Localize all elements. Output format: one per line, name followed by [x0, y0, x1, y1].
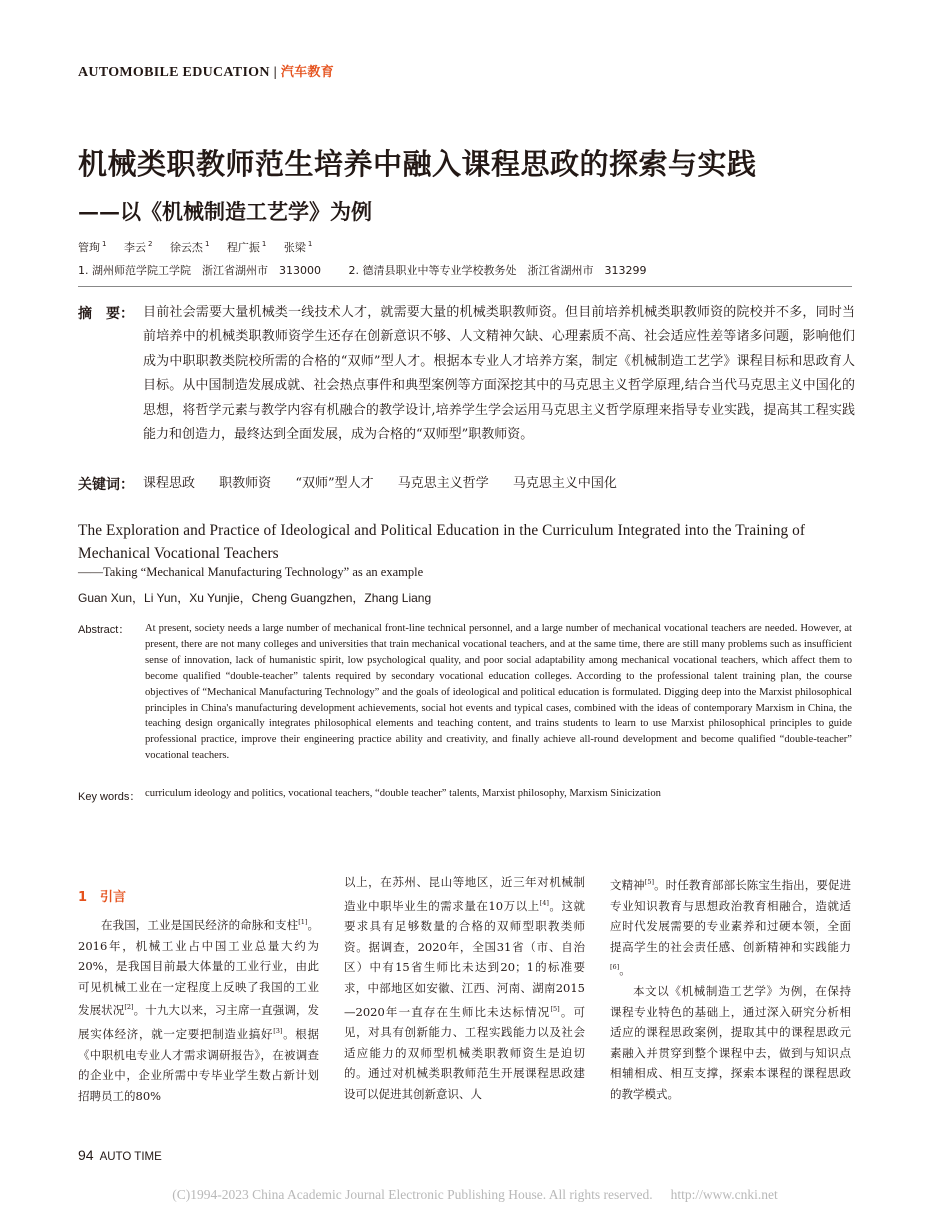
- abstract-text: 目前社会需要大量机械类一线技术人才，就需要大量的机械类职教师资。但目前培养机械类职教师资的院校并不多，同时当前培养中的机械类职教师资学生还存在创新意识不够、人文精神欠缺、心理素质不高、社会适应性差等诸多问题，影响他们成为中职职教类院校所需的合格的“双师”型人才。根据本专业人才培养方案，制定《机械制造工艺学》课程目标和思政育人目标。从中国制造发展成就、社会热点事件和典型案例等方面深挖其中的马克思主义哲学原理,结合当代马克思主义中国化的思想，将哲学元素与教学内容有机融合的教学设计,培养学生学会运用马克思主义哲学原理来指导专业实践，提高其工程实践能力和创造力，最终达到全面发展，成为合格的“双师型”职教师资。: [143, 305, 855, 443]
- author-name: 李云: [123, 241, 146, 254]
- author-list: [78, 239, 326, 255]
- citation-ref[interactable]: [5]: [644, 878, 654, 886]
- header-separator: |: [273, 65, 277, 80]
- text-run: 。可见，对具有创新能力、工程实践能力以及社会适应能力的双师型机械类职教师资生是迫切的。通过对机械类职教师范生开展课程思政建设可以促进其创新意识、人: [344, 1004, 586, 1101]
- journal-header: [78, 61, 334, 81]
- article-title: 机械类职教师范生培养中融入课程思政的探索与实践: [78, 147, 757, 181]
- author-affiliation-mark: 1: [261, 240, 267, 248]
- footer-section-name: AUTO TIME: [99, 1151, 162, 1163]
- page-number: 94: [78, 1147, 94, 1163]
- affiliation-list: [78, 262, 670, 278]
- text-run: 。这就要求具有足够数量的合格的双师型职教类师资。据调查，2020年，全国31省（市、自治区）中有15省生师比未达到20；1的标准要求，中部地区如安徽、江西、河南、湖南2015—2020年一直存在生师比未达标情况: [344, 898, 585, 1019]
- copyright-url[interactable]: http://www.cnki.net: [670, 1187, 778, 1202]
- keyword: “双师”型人才: [295, 476, 374, 491]
- author: [124, 241, 152, 254]
- english-abstract-label: Abstract：: [78, 624, 130, 636]
- author-name: 程广振: [226, 241, 260, 254]
- keyword: 马克思主义中国化: [512, 476, 617, 491]
- keyword: 课程思政: [143, 476, 196, 491]
- page-footer: [78, 1147, 162, 1163]
- citation-ref[interactable]: [3]: [273, 1026, 283, 1035]
- text-run: 以上，在苏州、昆山等地区，近三年对机械制造业中职毕业生的需求量在10万以上: [344, 875, 585, 913]
- copyright-watermark: [0, 1187, 950, 1203]
- english-abstract-text: At present, society needs a large number of mechanical front-line technical personnel, and a large number of mechanical vocational teachers are needed. However, at present, there are not many colleges and universities that train mechanical vocational teachers, and at the same time, there are still many problems such as insufficient sense of innovation, lack of humanistic spirit, low psychological quality, and poor social adaptability among mechanical vocational teachers, which affect them to become qualified “double-teacher” talents required by secondary vocational education colleges. According to the professional talent training plan, the course objectives of “Mechanical Manufacturing Technology” and the goals of ideological and political education is formulated. Digging deep into the Marxist philosophical principles in China's manufacturing development achievements, social hot events and typical cases, combined with the ideas of contemporary Marxism in China, the teaching design organically integrates philosophical elements and teaching content, and trains students to learn to use Marxist philosophical principles to guide professional practice, improve their engineering practice ability and creativity, and finally achieve all-round development and become qualified “double-teacher” vocational teachers.: [145, 623, 852, 762]
- affiliation: 2. 德清县职业中等专业学校教务处 浙江省湖州市 313299: [348, 264, 647, 277]
- author-affiliation-mark: 1: [102, 240, 107, 248]
- citation-ref[interactable]: [4]: [539, 898, 549, 907]
- keywords-list: [143, 472, 637, 496]
- author: [78, 241, 106, 254]
- copyright-text: (C)1994-2023 China Academic Journal Electronic Publishing House. All rights reserved.: [172, 1187, 653, 1202]
- paragraph: [610, 872, 851, 981]
- author-affiliation-mark: 1: [307, 240, 313, 248]
- citation-ref[interactable]: [2]: [124, 1003, 134, 1012]
- text-run: 在我国，工业是国民经济的命脉和支柱: [101, 918, 299, 932]
- journal-name-en: AUTOMOBILE EDUCATION: [78, 65, 270, 80]
- citation-ref[interactable]: [5]: [550, 1004, 560, 1013]
- affiliation: 1. 湖州师范学院工学院 浙江省湖州市 313000: [78, 264, 321, 277]
- journal-name-cn: 汽车教育: [280, 65, 335, 80]
- english-author-list: Guan Xun，Li Yun，Xu Yunjie，Cheng Guangzhen，Zhang Liang: [78, 591, 432, 605]
- keyword: 马克思主义哲学: [397, 476, 489, 491]
- section-heading: 1 引言: [78, 890, 127, 905]
- text-run: 。: [619, 963, 631, 978]
- author: [227, 241, 266, 254]
- author: [284, 241, 312, 254]
- author-name: 徐云杰: [169, 241, 203, 254]
- author: [170, 241, 209, 254]
- divider: [78, 286, 852, 287]
- text-run: 文精神: [610, 878, 645, 892]
- text-run: 。时任教育部部长陈宝生指出，要促进专业知识教育与思想政治教育相融合，造就适应时代发展需要的专业素养和过硬本领，全面提高学生的社会责任感、创新精神和实践能力: [610, 878, 852, 954]
- text-run: 。十九大以来，习主席一直强调，发展实体经济，就一定要把制造业搞好: [78, 1003, 320, 1041]
- english-subtitle: ——Taking “Mechanical Manufacturing Technology” as an example: [78, 565, 424, 579]
- english-keywords-text: curriculum ideology and politics, vocational teachers, “double teacher” talents, Marxist philosophy, Marxism Sinicization: [145, 788, 661, 799]
- paragraph: [344, 872, 585, 1105]
- author-affiliation-mark: 2: [147, 240, 153, 248]
- body-column-1: [78, 912, 319, 1106]
- keyword: 职教师资: [219, 476, 272, 491]
- author-name: 张梁: [283, 241, 306, 254]
- paragraph: 本文以《机械制造工艺学》为例，在保持课程专业特色的基础上，通过深入研究分析相适应的课程思政案例，提取其中的课程思政元素融入并贯穿到整个课程中去，做到与知识点相辅相成、相互支撑，探索本课程的课程思政的教学模式。: [610, 983, 851, 1101]
- keywords-label: 关键词：: [78, 477, 134, 493]
- paragraph: [78, 912, 319, 1106]
- abstract-label: 摘 要：: [78, 306, 134, 322]
- citation-ref[interactable]: [1]: [298, 918, 308, 926]
- citation-ref[interactable]: [6]: [610, 963, 620, 972]
- english-keywords-label: Key words：: [78, 791, 141, 803]
- english-title: The Exploration and Practice of Ideological and Political Education in the Curriculum Integrated into the Training of Mechanical Vocational Teachers: [78, 522, 806, 562]
- author-affiliation-mark: 1: [204, 240, 210, 248]
- author-name: 管珣: [78, 241, 100, 254]
- article-subtitle: ——以《机械制造工艺学》为例: [78, 199, 372, 224]
- text-run: 。根据《中职机电专业人才需求调研报告》，在被调查的企业中，企业所需中专毕业学生数占新计划招聘员工的80%: [78, 1026, 320, 1103]
- text-run: 。2016年，机械工业占中国工业总量大约为20%，是我国目前最大体量的工业行业，由此可见机械工业在一定程度上反映了我国的工业发展状况: [78, 918, 320, 1018]
- body-column-2: [344, 872, 585, 1105]
- body-column-3: [610, 872, 851, 1105]
